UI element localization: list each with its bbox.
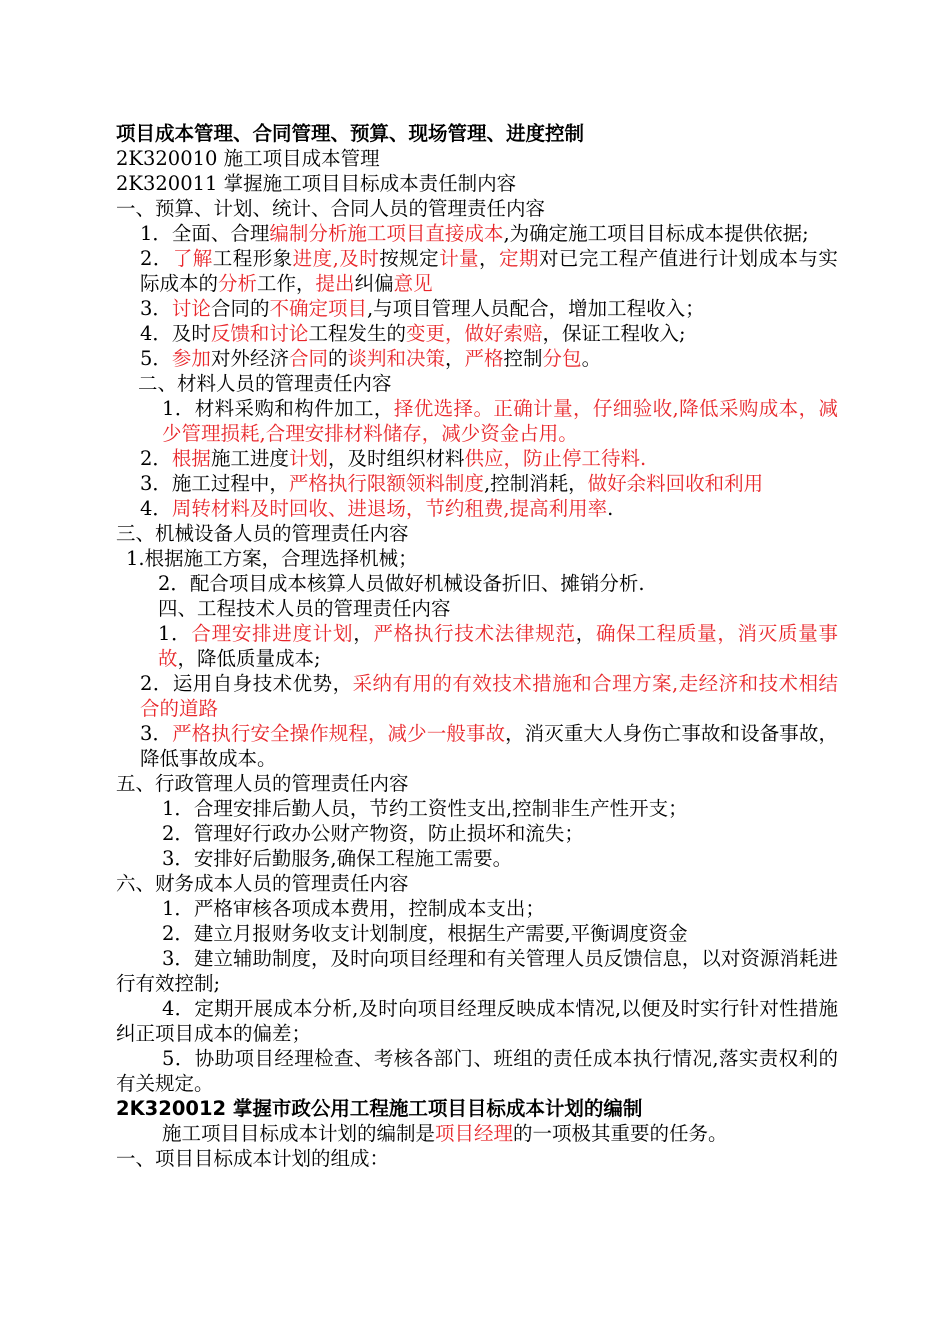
item-g1: 施工项目目标成本计划的编制是项目经理的一项极其重要的任务。 bbox=[162, 1122, 728, 1145]
heading-4: 四、工程技术人员的管理责任内容 bbox=[158, 597, 451, 620]
heading-5: 五、行政管理人员的管理责任内容 bbox=[116, 772, 409, 795]
document-page bbox=[116, 121, 838, 1171]
item-d3: 3．严格执行安全操作规程，减少一般事故，消灭重大人身伤亡事故和设备事故，降低事故成本。 bbox=[140, 722, 838, 770]
item-a4: 4．及时反馈和讨论工程发生的变更，做好索赔，保证工程收入; bbox=[140, 322, 686, 345]
item-c1: 1.根据施工方案，合理选择机械； bbox=[126, 547, 418, 570]
item-f3: 3．建立辅助制度，及时向项目经理和有关管理人员反馈信息，以对资源消耗进行有效控制; bbox=[116, 947, 838, 995]
item-d2: 2．运用自身技术优势，采纳有用的有效技术措施和合理方案,走经济和技术相结合的道路 bbox=[140, 672, 838, 720]
item-a2: 2．了解工程形象进度,及时按规定计量，定期对已完工程产值进行计划成本与实际成本的分析工作，提出纠偏意见 bbox=[140, 247, 838, 295]
heading-1: 一、预算、计划、统计、合同人员的管理责任内容 bbox=[116, 197, 546, 220]
item-f5: 5．协助项目经理检查、考核各部门、班组的责任成本执行情况,落实责权利的有关规定。 bbox=[116, 1047, 838, 1095]
heading-2: 二、材料人员的管理责任内容 bbox=[138, 372, 392, 395]
document-title: 项目成本管理、合同管理、预算、现场管理、进度控制 bbox=[116, 122, 585, 145]
item-e2: 2．管理好行政办公财产物资，防止损坏和流失； bbox=[162, 822, 584, 845]
heading-7: 一、项目目标成本计划的组成： bbox=[116, 1147, 390, 1170]
item-e3: 3．安排好后勤服务,确保工程施工需要。 bbox=[162, 847, 513, 870]
subsection-heading-2: 2K320012 掌握市政公用工程施工项目目标成本计划的编制 bbox=[116, 1097, 643, 1120]
item-b2: 2．根据施工进度计划，及时组织材料供应，防止停工待料. bbox=[140, 447, 647, 470]
item-b1: 1．材料采购和构件加工，择优选择。正确计量，仔细验收,降低采购成本，减少管理损耗,合理安排材料储存，减少资金占用。 bbox=[162, 397, 838, 445]
item-d1: 1．合理安排进度计划，严格执行技术法律规范，确保工程质量，消灭质量事故，降低质量成本; bbox=[158, 622, 838, 670]
item-b4: 4．周转材料及时回收、进退场，节约租费,提高利用率. bbox=[140, 497, 614, 520]
item-f4: 4．定期开展成本分析,及时向项目经理反映成本情况,以便及时实行针对性措施纠正项目成本的偏差； bbox=[116, 997, 838, 1045]
item-c2: 2．配合项目成本核算人员做好机械设备折旧、摊销分析. bbox=[158, 572, 645, 595]
item-a3: 3．讨论合同的不确定项目,与项目管理人员配合，增加工程收入； bbox=[140, 297, 705, 320]
heading-3: 三、机械设备人员的管理责任内容 bbox=[116, 522, 409, 545]
item-a1: 1．全面、合理编制分析施工项目直接成本,为确定施工项目目标成本提供依据; bbox=[140, 222, 809, 245]
item-f2: 2．建立月报财务收支计划制度，根据生产需要,平衡调度资金 bbox=[162, 922, 688, 945]
item-f1: 1．严格审核各项成本费用，控制成本支出； bbox=[162, 897, 545, 920]
item-e1: 1．合理安排后勤人员，节约工资性支出,控制非生产性开支； bbox=[162, 797, 688, 820]
section-heading: 2K320010 施工项目成本管理 bbox=[116, 147, 380, 170]
heading-6: 六、财务成本人员的管理责任内容 bbox=[116, 872, 409, 895]
item-a5: 5．参加对外经济合同的谈判和决策，严格控制分包。 bbox=[140, 347, 602, 370]
item-b3: 3．施工过程中，严格执行限额领料制度,控制消耗，做好余料回收和利用 bbox=[140, 472, 764, 495]
subsection-heading: 2K320011 掌握施工项目目标成本责任制内容 bbox=[116, 172, 517, 195]
